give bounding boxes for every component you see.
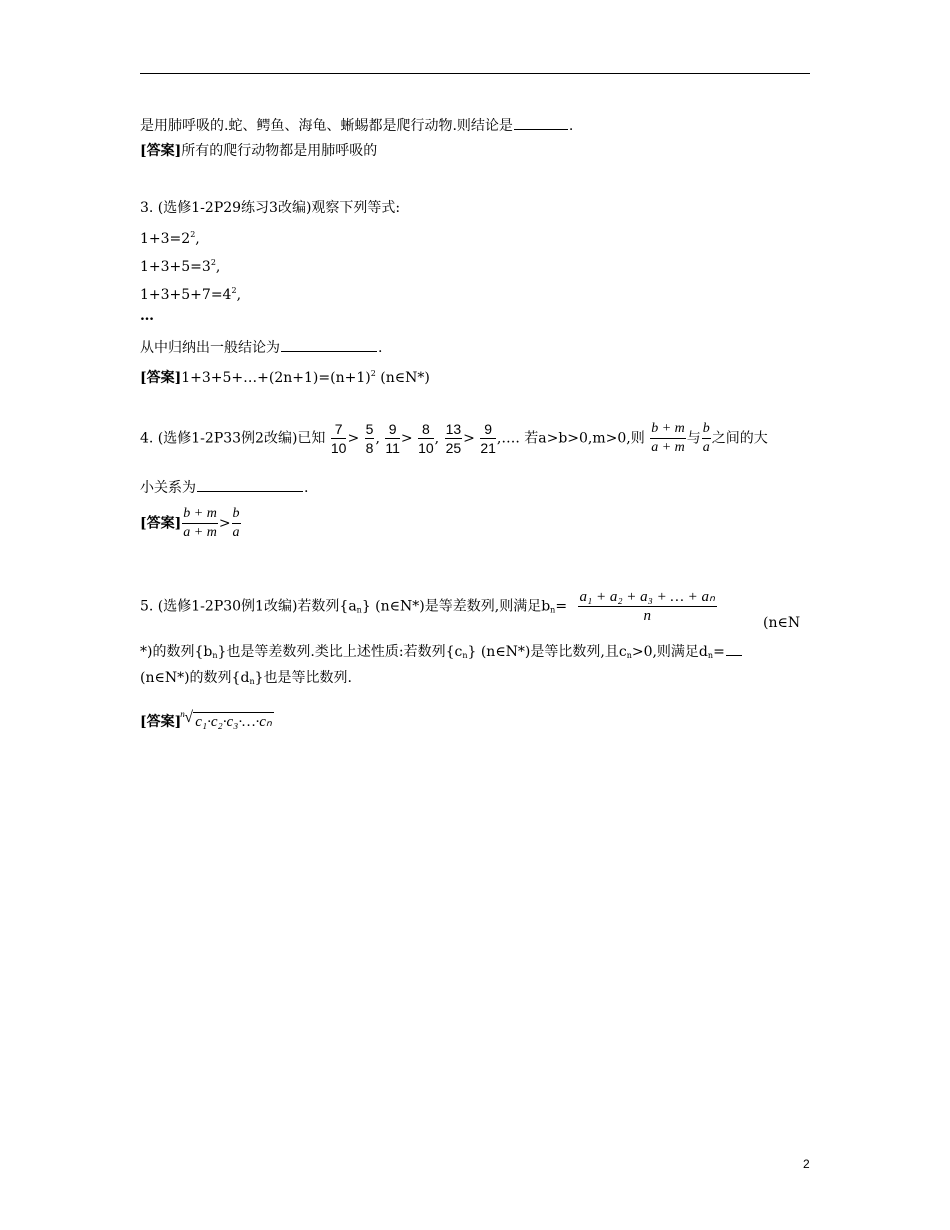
- q3-eq2: $1+3+5=3^2$,: [140, 258, 221, 275]
- answer-label: [答案]: [140, 714, 182, 730]
- q3-eq3: $1+3+5+7=4^2$,: [140, 286, 242, 303]
- answer-label: [答案]: [140, 143, 182, 159]
- q2-answer: [140, 142, 377, 160]
- answer-text: 1+3+5+…+(2n+1)=(n+1): [181, 370, 371, 386]
- fraction: $\frac{7}{10}$: [330, 421, 347, 456]
- nth-root: n √ c₁·c₂·c₃·…·cₙ: [180, 709, 272, 730]
- q4-line2: 小关系为 .: [140, 480, 309, 496]
- fraction: $\frac{8}{10}$: [418, 421, 434, 456]
- blank: [281, 338, 377, 352]
- blank: [726, 642, 742, 656]
- fraction: $\frac{b}{a}$: [232, 506, 240, 540]
- answer-label: [答案]: [140, 515, 182, 532]
- page-number: 2: [803, 1157, 810, 1171]
- fraction: $\frac{b + m}{a + m}$: [651, 421, 685, 455]
- answer-label: [答案]: [140, 370, 182, 386]
- fraction: $\frac{5}{8}$: [365, 421, 374, 456]
- header-rule: [140, 73, 810, 74]
- q3-eq1: $1+3=2^2$,: [140, 230, 200, 247]
- fraction: $\frac{9}{21}$: [480, 421, 496, 456]
- q5-stem: 5. (选修1-2P30例1改编)若数列$\{a_n\}$ (n∈N*)是等差数列,则满足$b_n=$ $\frac{\text{a₁ + a₂ + a₃ + … + aₙ}}{n}$ (n∈N: [140, 589, 801, 631]
- q3-ellipsis: …: [140, 308, 154, 324]
- blank: [197, 478, 303, 492]
- fraction: $\frac{b}{a}$: [702, 421, 710, 455]
- q2-text: 是用肺呼吸的.蛇、鳄鱼、海龟、蜥蜴都是爬行动物.则结论是: [140, 118, 513, 134]
- q4-stem: 4. (选修1-2P33例2改编)已知 $\frac{7}{10}$ > $\frac{5}{8}$ , $\frac{9}{11}$ > $\frac{8}{10}$ , $\frac{13}{25}$ > $\frac{9}{21}$ ,…. 若a>b>0,m>0,则 $\frac{b + m}{a + m}$ 与 $\frac{b}{a}$ 之间的大: [140, 421, 768, 456]
- q4-answer: [答案] $\frac{b + m}{a + m}$ > $\frac{b}{a}$: [140, 506, 240, 540]
- blank: [514, 116, 568, 130]
- fraction: $\frac{9}{11}$: [385, 421, 400, 456]
- fraction: $\frac{b + m}{a + m}$: [183, 506, 217, 540]
- fraction-mean: $\frac{\text{a₁ + a₂ + a₃ + … + aₙ}}{n}$: [579, 589, 715, 624]
- fraction: $\frac{13}{25}$: [445, 421, 462, 456]
- q5-line3: (n∈N*)的数列$\{d_n\}$也是等比数列.: [140, 670, 352, 686]
- q2-continuation: [140, 116, 573, 135]
- q5-answer: [140, 709, 274, 731]
- answer-text: 所有的爬行动物都是用肺呼吸的: [181, 143, 378, 159]
- q2-end: .: [568, 118, 574, 134]
- q3-question: 从中归纳出一般结论为 .: [140, 340, 383, 356]
- q5-line2: *)的数列$\{b_n\}$也是等差数列.类比上述性质:若数列$\{c_n\}$ (n∈N*)是等比数列,且$c_n>0$,则满足$d_n=$: [140, 642, 743, 665]
- q3-stem: 3. (选修1-2P29练习3改编)观察下列等式:: [140, 200, 401, 216]
- q3-answer: [答案]$1+3+5+\dots+(2n+1)=(n+1)^2$ (n∈N*): [140, 369, 430, 386]
